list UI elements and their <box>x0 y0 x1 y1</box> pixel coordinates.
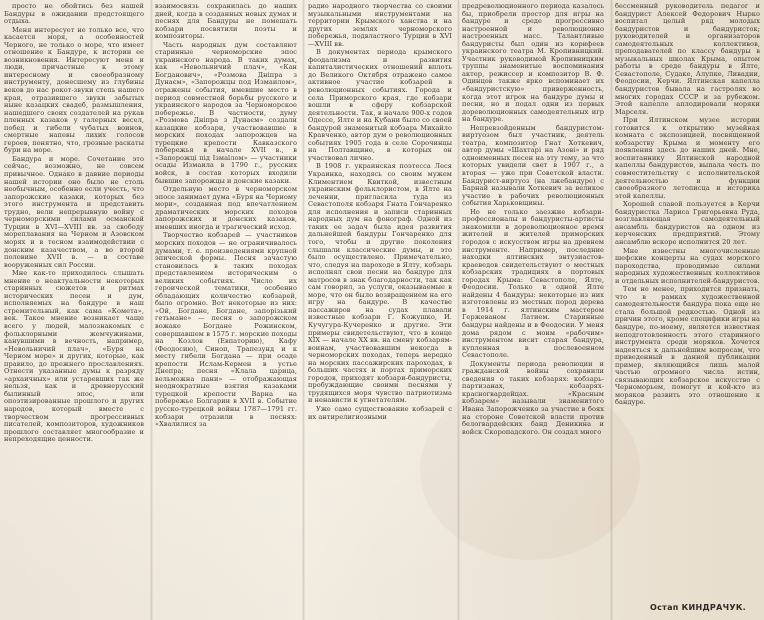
article-paragraph: Непревзойденным бандуристом-виртуозом был участник, деятель театра, композитор Гнат Хоткевич, автор думы «Шахтарі на Азові» и ряд одноименных песен на эту тему, за что которых увидели свет в 1907 г., а вторая — уже при Советской власти. Бандурист-виртуоз (на лжебандуре) с Барнай называли Хоткевич за великое участие в рабочих революционных события Харьковщины. <box>462 123 604 208</box>
article-paragraph: Мне известны многочисленные шефские концерты на судах морского пароходства, проводимые силами народных художественных коллективов и отдельных исполнителей-бандуристов. <box>615 246 760 285</box>
article-paragraph: Отдельную место в черноморском эпосе занимает дума «Буря на Черному мори», созданная под впечатлением драматических морских походов запорожских и донских казаков, имевших иногда и трагический исход. <box>155 185 297 231</box>
article-paragraph: Документы периода революции и гражданской войны сохранили сведения о таких кобзарях: кобзарь-партизанах, кобзарях-красногвардейцах. «Красным кобзарем» называли знаменитого Ивана Запорожченко за участие в боях на стороне Советской власти против белогвардейских банд Деникина и войск Скоропадского. Он создал много <box>462 359 604 436</box>
column-divider <box>610 0 613 620</box>
article-column-1 <box>4 3 144 615</box>
article-paragraph: взаимосвязь сохранилась до наших дней, когда в созданных новых думах и песнях для Бандуры не помешать кобзари посвятили поэты и композиторы. <box>155 3 297 41</box>
article-paragraph: Бандура и море. Сочетание это сейчас, возможно, не совсем привычное. Однако в давние периоды нашей истории оно было не столь необычным, особенно если учесть, что запорожские казаки, которых без этого инструмента и представить трудно, вели непрерывную войну с черноморскими силами османской Турции в XVI—XVIII вв. за свободу мореплавания на Черном и Азовском морях и в тесном взаимодействии с донским казачеством, а во второй половине XVII в. — в составе вооруженных сил России. <box>4 154 144 269</box>
article-paragraph: предреволюционного периода казалось бы, приобрели простор для игры на бандуре и среде прогрессивно настроенной и революционно настроенных масс. Талантливые бандуристы был один из корифеев украинского театра М. Кропивницкий. Участник руководимой Кропивницким труппы знаменитые воспоминания актер, режиссер и композитор В. Ф. Одинцов также ярко вспоминает их «бандуристскую» приверженность, когда этот игрок на бандуре думы и песни, но и подал одни из первых дореволюционных самодеятельных игр на бандуре. <box>462 3 604 124</box>
article-column-5 <box>615 3 760 593</box>
column-divider <box>302 0 305 620</box>
column-divider <box>150 0 153 620</box>
article-paragraph: Часть народных дум составляют старинные черноморские эпос украинского народа. В таких думах, как «Невольничий плач», «Кан Богданович», «Розмова Дніпра з Дунаєм», «Запорожцы под Измаилом», отражены события, имевшие место в период совместной борьбы русского и украинского народов за Черноморское побережье. В частности, думу «Розмова Дніпра з Дунаєм» создали казацкие кобзари, участвовавшие в морских походах запорожцев на турецкие крепости Кавказского побережья в начале XVII в., в «Запорожці під Ізмаїлом» — участники осады Измаила в 1790 г., русских войск, в состав которых входили бывшие запорожцы и донские казаки. <box>155 40 297 185</box>
article-paragraph: радио народного творчества со своими музыкальными инструментами на территории Крымского ханства и на других землях черноморского побережья, подвластного Турции в XVI—XVIII вв. <box>308 3 452 48</box>
article-paragraph: В документах периода крымского феодализма и развития капиталистических отношений вплоть до Великого Октября отражено самое активное участие кобзарей в революционных событиях. Города и села Приморского края, где кобзари вошли в сферу кобзарской деятельности. Так, в начале 900-х годов Одессе, Ялте и на Кубани было со своей бандурой знаменитый кобзарь Михайло Кравченко, автор дум о революционных событиях 1905 года в селе Сорочинцы на Полтавщине, в которых он участвовал лично. <box>308 48 452 162</box>
article-paragraph: просто не обойтись без нашей Бандуры в ожидании предстоящего отдыха. <box>4 3 144 26</box>
article-paragraph: Хорошей славой пользуется в Керчи бандуристка Лариса Григорьевна Руда, возглавляющая самодеятельный ансамбль бандуристов на одном из керченских предприятий. Этому ансамблю вскоре исполнится 20 лет. <box>615 200 760 246</box>
article-paragraph: Мне как-то приходилось слышать мнение о неактуальности некоторых старинных сюжетов и ритмах исторических песен и дум, исполняемых на бандуре в наш стремительный, как сама «Комета», век. Такое мнение возникает чаще всего у людей, малознакомых с фольклорными жемчужинами, канувшими в вечность, например, «Невольничий плач», «Буря на Черном море» и других, которые, как правило, до прежнего прославлениях. Отнести указанные думы к разряду «архаичных» или устаревших так же нельзя, как и древнерусский былинный эпос, или опоэтизированные прошлого и других народов, который вместе с творчеством прогрессивных писателей, композиторов, художников прошлого составляет многообразие и непреходящие ценности. <box>4 269 144 444</box>
article-column-4 <box>462 3 604 615</box>
article-paragraph: Меня интересует не только все, что касается моря, а особенностей Черного, не только о море, что имеет отношение к Бандуре, к истории ее возникновения. Интересуют меня и люди, причастные к этому интересному и своеобразному инструменту, донесшему из глубины веков до нас рокот-звуки степь нашего края, отразившего звуки забытых ныне казацких свадеб, размышления, нашедшего своих создателей на рукав пленных казаков у галерных весел, побед и гибели чубатых воинов, смертные напевы лихих голосов героев, понятно, что, грозные раскаты бури на море. <box>4 25 144 155</box>
article-paragraph: Но не только заезжие кобзари-профессионалы и бандуристы-артисты знакомили в дореволюционное время жителей и жителей приморских городов с искусством игры на древнем инструменте. Например, последние находки ялтинских энтузиастов-краеведов свидетельствуют о местных кобзарских традициях в портовых городах Крыма: Севастополе, Ялте, Феодосии. Только в одной Ялте найдены 4 бандуры: некоторые из них изготовлены из местных пород дерева в 1914 г. ялтинским мастером Гержеваном Латием. Старинные бандуры найдены и в Феодосии. У меня дома рядом с моим «рабочим» инструментом висит старая бандура, купленная в послевоенном Севастополе. <box>462 207 604 360</box>
author-signature: Остап КИНДРАЧУК. <box>649 603 746 612</box>
article-column-2 <box>155 3 297 615</box>
article-paragraph: Творчество кобзарей — участников морских походов — не ограничивалось думами, т. е. произведениями крупной эпической формы. Песня зачастую становилась в таких походах представлением историческим о великих событиях. Число их героической тематики, особенно обладающих количество кобзарей, было огромно. Вот некоторые из них: «Ой, Богдане, Богдане, запорізький гетьмане» — песня о запорожском вожаке Богдане Рожинском, совершавшем в 1575 г. морские походы на Козлов (Евпаторию), Кафу (Феодосию), Синоп, Трапезунд и к месту гибели Богдана — при осаде крепости Ислам-Кермен в устье Днепра; песня «Клала царица, вельможна пани» — отображающая неоднократные взятия казаками турецкой крепости Варна на побережье Болгарии в XVII в. Событие русско-турецкой войны 1787—1791 гг. кобзари отразили в песнях: «Хвалилися за <box>155 231 297 429</box>
article-column-3 <box>308 3 452 615</box>
article-paragraph: В 1908 г. украинская поэтесса Леся Украинка, находясь со своим мужем Климентием Квиткой, известным украинским фольклористом, в Ялте на лечении, пригласила туда из Севастополя кобзаря Гната Гончаренко для исполнения и записи старинных народных дум на фонограф. Одной из таких ее задач была идея развития дальнейшей бандуры Гончаренко для того, чтобы и другие поколения слышали классические думы, и это было осуществлено. Примечательно, что, следуя на пароходе в Ялту, кобзарь исполнял свои песни на бандуре для матросов в знак благодарности, так как сам говорил, за услуги, оказываемые в море, что он было возвращением на его игру на бандуре. В качестве пассажиров на судах плавали известные кобзари Г. Кожушко, И. Кучугура-Кучеренко и другие. Эти примеры свидетельствуют, что в конце XIX — начале XX вв. на смену кобзарям-воинам, участвовавшим некогда в черноморских походах, теперь нередко на морских пассажирских пароходах, в больших частях и портах приморских городов, приходят кобзари-бандуристы, пробуждающие своими песнями у трудящихся моря чувство патриотизма и ненависти к угнетателям. <box>308 162 452 405</box>
article-paragraph: бессменный руководитель педагог и бандурист Алексей Федорович Нырко воспитал целый ряд молодых бандуристов и бандуристок; руководителей и организаторов самодеятельных коллективов, преподавателей по классу бандуры в музыкальных школах Крыма, опытом работы в среде бандуры в Ялте, Севастополе, Судаке, Алупке, Ливадии, Феодосии, Керчи. Ялтинская капелла бандуристов бывала на гастролях во многих городах СССР и за рубежом. Этой капелле аплодировали моряки Марселя. <box>615 3 760 116</box>
article-paragraph: При Ялтинском музее истории готовится к открытию музейная комната с экспозицией, посвященной кобзарству Крыма и моменту его появления здесь до наших дней. Мне, воспитаннику Ялтинской народной капеллы бандуристов, выпала честь по совместительству с исполнительской деятельностью и функции своеобразного летописца и историка этой капеллы. <box>615 116 760 200</box>
article-paragraph: Тем не менее, приходится признать, что в рамках художественной самодеятельности бандура пока еще не стала большой редкостью. Одной из причин этого, кроме специфики игры на бандуре, по-моему, является известная неподготовленность этого старинного инструмента среди моряков. Хочется надеяться к дальнейшим вопросам, что приведенный в данной публикации пример, являющийся лишь малой частью огромного числа истин, связывающих кобзарское искусство с Черноморьем, помогут и кой-кто из моряков развить это отношение к бандуре. <box>615 285 760 407</box>
article-paragraph: Уже само существование кобзарей с их антирелигиозными <box>308 404 452 421</box>
column-divider <box>457 0 460 620</box>
